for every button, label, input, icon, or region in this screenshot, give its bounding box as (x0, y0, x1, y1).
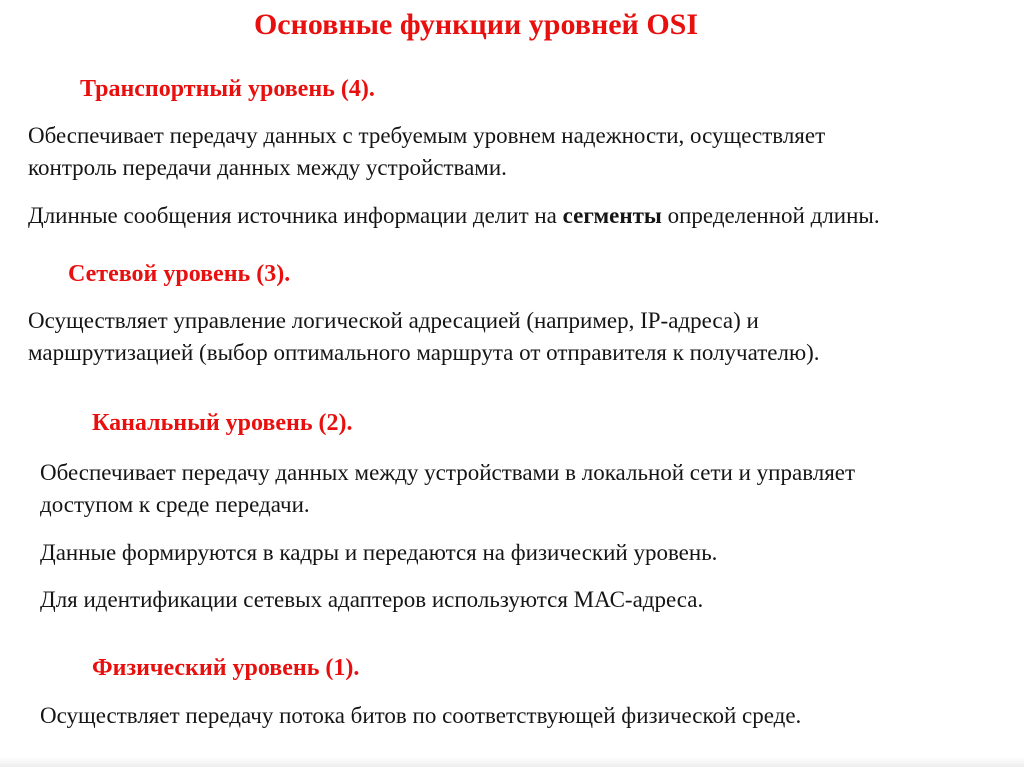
transport-para-1-line-2: контроль передачи данных между устройствами. (28, 155, 507, 180)
datalink-para-3: Для идентификации сетевых адаптеров используются МАС-адреса. (40, 587, 704, 612)
datalink-para-1-line-1: Обеспечивает передачу данных между устройствами в локальной сети и управляет (40, 460, 856, 485)
network-para-line-2: маршрутизацией (выбор оптимального маршрута от отправителя к получателю). (28, 340, 820, 365)
heading-physical-layer: Физический уровень (1). (92, 655, 360, 681)
datalink-para-1-line-2: доступом к среде передачи. (40, 492, 310, 517)
physical-para: Осуществляет передачу потока битов по соответствующей физической среде. (40, 703, 802, 728)
transport-para-2-text-end: определенной длины. (661, 203, 880, 228)
segments-term: сегменты (562, 203, 662, 228)
heading-datalink-layer: Канальный уровень (2). (92, 410, 353, 436)
transport-para-2 (28, 200, 880, 231)
transport-para-2-text: Длинные сообщения источника информации делит на (28, 203, 563, 228)
network-para-line-1: Осуществляет управление логической адресацией (например, IP-адреса) и (28, 308, 759, 333)
heading-network-layer: Сетевой уровень (3). (68, 261, 291, 287)
transport-para-1-line-1: Обеспечивает передачу данных с требуемым уровнем надежности, осуществляет (28, 123, 826, 148)
bottom-divider (0, 757, 1024, 767)
slide-title: Основные функции уровней OSI (253, 8, 699, 41)
heading-transport-layer: Транспортный уровень (4). (80, 76, 375, 102)
datalink-para-2: Данные формируются в кадры и передаются на физический уровень. (40, 540, 718, 565)
